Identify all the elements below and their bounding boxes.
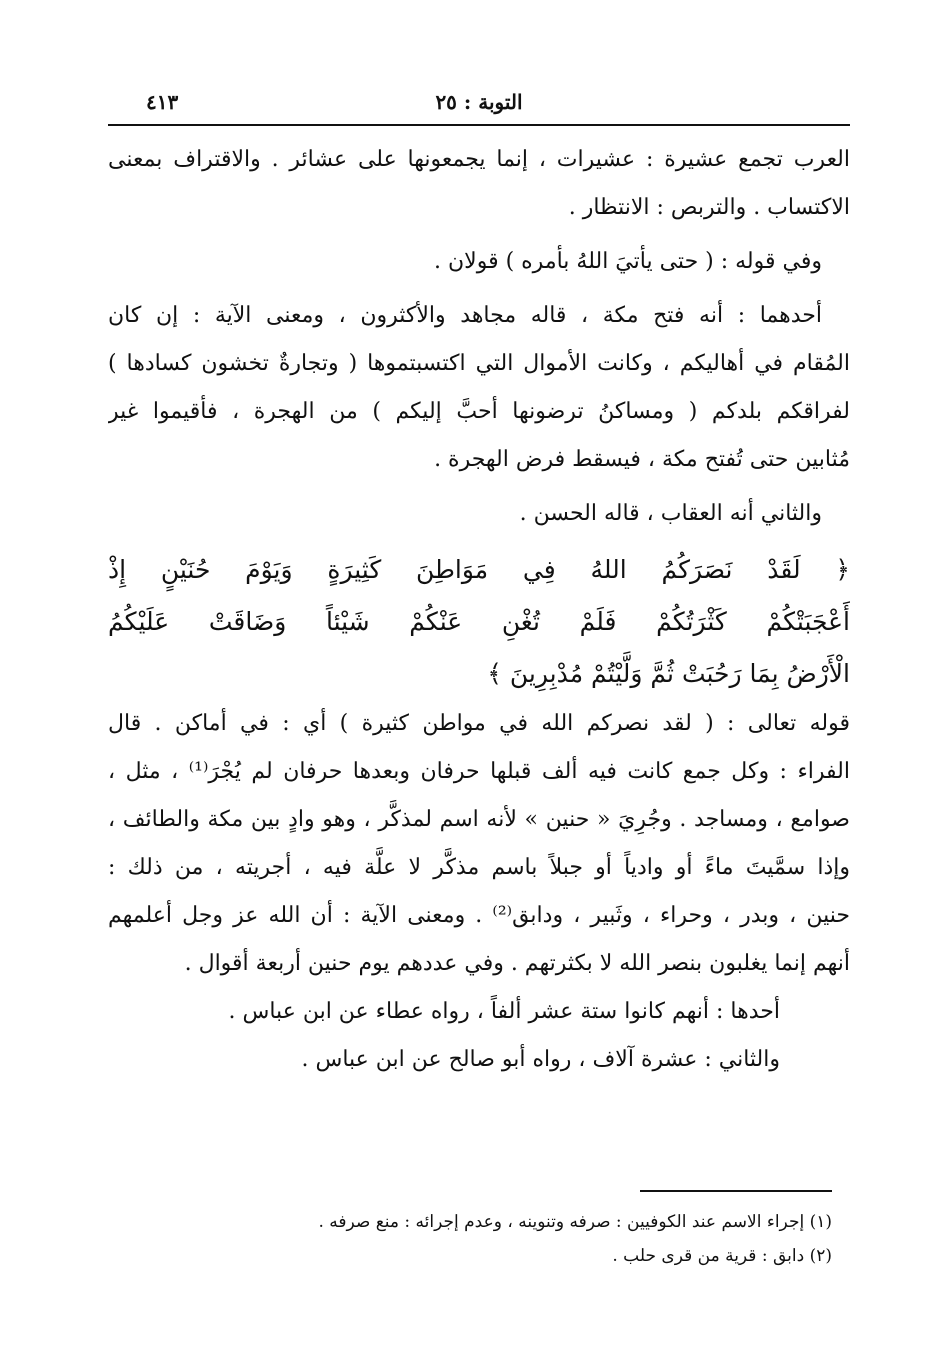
text-line: وفي قوله : ( حتى يأتيَ اللهُ بأمره ) قولان .	[434, 249, 822, 274]
text-line: أحدهما : أنه فتح مكة ، قاله مجاهد والأكثرون ، ومعنى الآية : إن كان	[108, 303, 822, 328]
text-line: صوامع ، ومساجد . وجُرِيَ « حنين » لأنه اسم لمذكَّر ، وهو وادٍ بين مكة والطائف ،	[108, 807, 850, 832]
page-body	[108, 136, 850, 1084]
text-line: قوله تعالى : ( لقد نصركم الله في مواطن كثيرة ) أي : في أماكن . قال	[108, 711, 850, 736]
text-line: لفراقكم بلدكم ( ومساكنُ ترضونها أحبَّ إليكم ) من الهجرة ، فأقيموا غير	[108, 399, 850, 424]
text-line: وإذا سمَّيتَ ماءً أو وادياً أو جبلاً باسم مذكَّر لا علَّة فيه ، أجريته ، من ذلك :	[108, 855, 850, 880]
text-line: أنهم إنما يغلبون بنصر الله لا بكثرتهم . وفي عددهم يوم حنين أربعة أقوال .	[184, 951, 850, 976]
text-line: الفراء : وكل جمع كانت فيه ألف قبلها حرفان وبعدها حرفان لم يُجْرَ⁽¹⁾ ، مثل ،	[108, 759, 850, 784]
page-header	[108, 84, 850, 126]
footnote: (٢) دابق : قرية من قرى حلب .	[612, 1246, 832, 1266]
text-line: العرب تجمع عشيرة : عشيرات ، إنما يجمعونها على عشائر . والاقتراف بمعنى	[108, 147, 850, 172]
text-line: الاكتساب . والتربص : الانتظار .	[568, 195, 850, 220]
footnotes	[160, 1205, 832, 1273]
footnote-divider	[640, 1190, 832, 1192]
quran-verse-line: ﴿ لَقَدْ نَصَرَكُمُ اللهُ فِي مَوَاطِنَ كَثِيرَةٍ وَيَوْمَ حُنَيْنٍ إِذْ	[108, 555, 850, 584]
running-title: التوبة : ٢٥	[435, 90, 523, 114]
quran-verse-line: أَعْجَبَتْكُمْ كَثْرَتُكُمْ فَلَمْ تُغْنِ عَنْكُمْ شَيْئاً وَضَاقَتْ عَلَيْكُمُ	[108, 607, 850, 636]
footnote: (١) إجراء الاسم عند الكوفيين : صرفه وتنوينه ، وعدم إجرائه : منع صرفه .	[318, 1212, 832, 1232]
page-number: ٤١٣	[146, 90, 179, 114]
text-line: مُثابين حتى تُفتح مكة ، فيسقط فرض الهجرة .	[434, 447, 850, 472]
text-line: حنين ، وبدر ، وحراء ، وثَبير ، ودابق⁽²⁾ . ومعنى الآية : أن الله عز وجل أعلمهم	[108, 903, 850, 928]
text-line: المُقام في أهاليكم ، وكانت الأموال التي اكتسبتموها ( وتجارةٌ تخشون كسادها )	[108, 351, 850, 376]
text-line: أحدها : أنهم كانوا ستة عشر ألفاً ، رواه عطاء عن ابن عباس .	[228, 999, 780, 1024]
quran-verse-line: الْأَرْضُ بِمَا رَحُبَتْ ثُمَّ وَلَّيْتُمْ مُدْبِرِينَ ﴾	[487, 659, 850, 688]
text-line: والثاني أنه العقاب ، قاله الحسن .	[519, 501, 822, 526]
text-line: والثاني : عشرة آلاف ، رواه أبو صالح عن ابن عباس .	[301, 1047, 780, 1072]
